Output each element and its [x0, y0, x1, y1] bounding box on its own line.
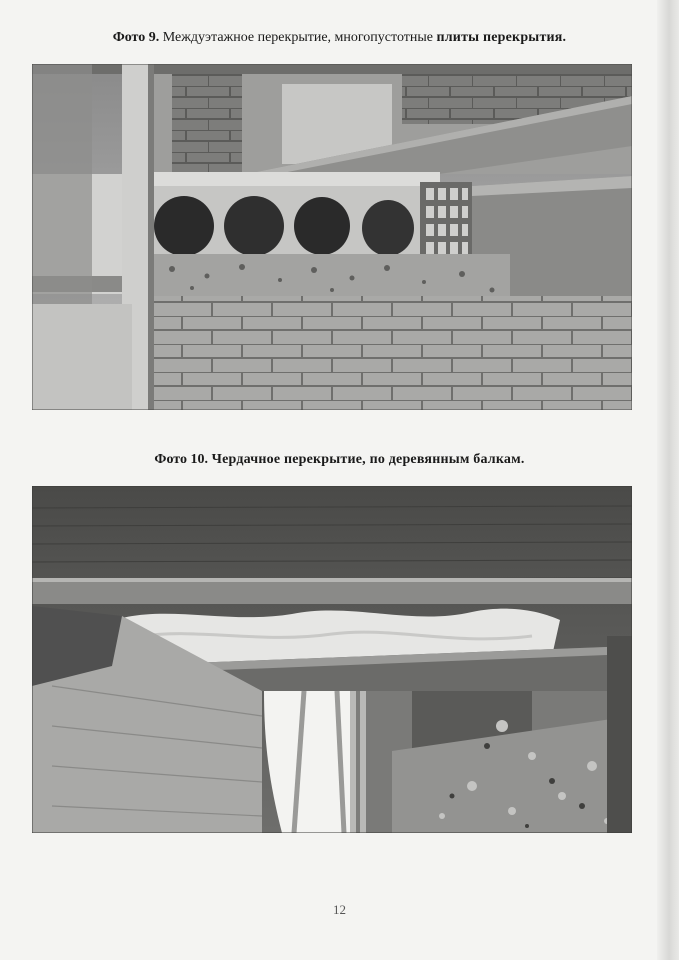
page-number: 12 [333, 902, 346, 917]
photo-9-image [32, 64, 632, 410]
photo-10-label: Фото 10. [154, 452, 208, 467]
photo-10-text: Чердачное перекрытие, по деревянным балкам. [207, 452, 525, 467]
photo-9-text-bold: плиты перекрытия. [436, 30, 567, 45]
photo-9-label: Фото 9. [112, 30, 160, 45]
page-edge-shadow [657, 0, 679, 960]
photo-10-image [32, 486, 632, 833]
photo-9-caption [0, 30, 679, 46]
photo-9-text: Междуэтажное перекрытие, многопустотные [159, 30, 437, 45]
photo-10-caption [0, 452, 679, 468]
